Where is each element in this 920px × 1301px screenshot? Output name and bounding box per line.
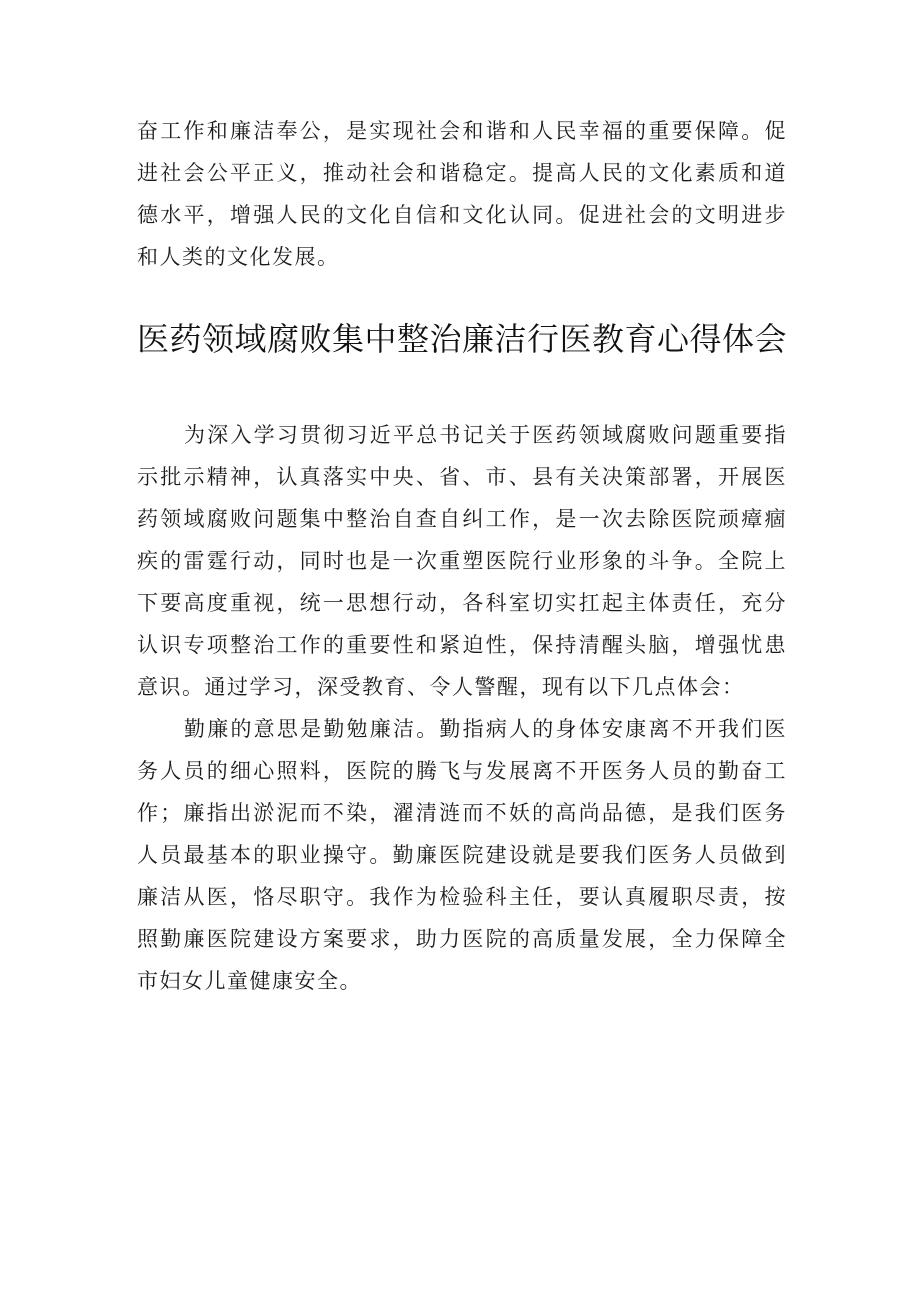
document-title: 医药领域腐败集中整治廉洁行医教育心得体会 — [137, 320, 788, 358]
intro-paragraph: 奋工作和廉洁奉公，是实现社会和谐和人民幸福的重要保障。促进社会公平正义，推动社会和谐稳定。提高人民的文化素质和道德水平，增强人民的文化自信和文化认同。促进社会的文明进步和人类的文化发展。 — [137, 119, 787, 269]
document-page — [137, 110, 787, 1002]
body-paragraph-1: 为深入学习贯彻习近平总书记关于医药领域腐败问题重要指示批示精神，认真落实中央、省、市、县有关决策部署，开展医药领域腐败问题集中整治自查自纠工作，是一次去除医院顽瘴痼疾的雷霆行动，同时也是一次重塑医院行业形象的斗争。全院上下要高度重视，统一思想行动，各科室切实扛起主体责任，充分认识专项整治工作的重要性和紧迫性，保持清醒头脑，增强忧患意识。通过学习，深受教育、令人警醒，现有以下几点体会： — [137, 423, 787, 699]
body-paragraph-2: 勤廉的意思是勤勉廉洁。勤指病人的身体安康离不开我们医务人员的细心照料，医院的腾飞与发展离不开医务人员的勤奋工作；廉指出淤泥而不染，濯清涟而不妖的高尚品德，是我们医务人员最基本的职业操守。勤廉医院建设就是要我们医务人员做到廉洁从医，恪尽职守。我作为检验科主任，要认真履职尽责，按照勤廉医院建设方案要求，助力医院的高质量发展，全力保障全市妇女儿童健康安全。 — [137, 717, 787, 993]
